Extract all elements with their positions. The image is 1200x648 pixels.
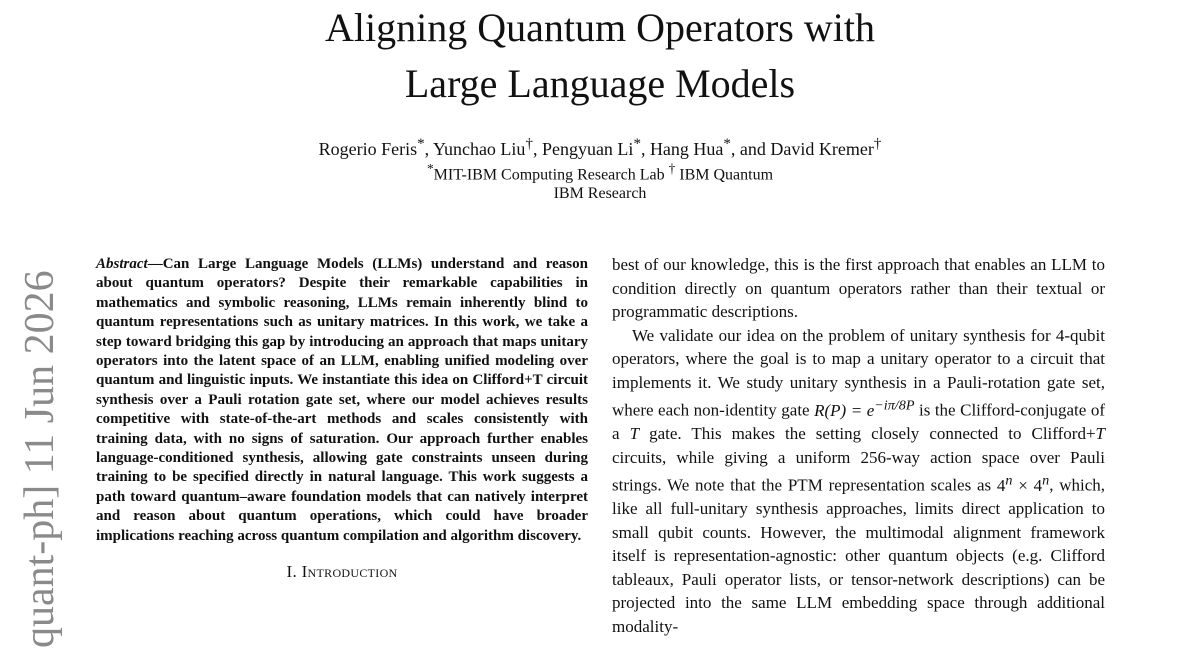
right-column <box>612 253 1105 638</box>
math-base: 4 <box>996 475 1006 495</box>
arxiv-identifier-text: quant-ph] 11 Jun 2026 <box>17 270 63 648</box>
math-exponent: −iπ/8P <box>874 397 915 413</box>
section-heading <box>96 562 588 582</box>
body-text: We validate our idea on the problem of unitary synthesis for 4-qubit operators, where the goal is to map a unitary operator to a circuit that implements it. We study unitary synthesis in a Pauli-rotation gate set, where each non-identity gate <box>612 325 1105 420</box>
author-name: Pengyuan Li <box>541 139 634 159</box>
body-text: gate. This makes the setting closely connected to Clifford+ <box>639 424 1096 444</box>
paper-title-line-2: Large Language Models <box>404 61 796 106</box>
body-text: circuits, while giving a uniform 256-way action space over Pauli strings. We note that the PTM representation scales as <box>612 447 1105 495</box>
section-number: I. <box>286 562 298 582</box>
math-base: 4 <box>1033 475 1043 495</box>
author-separator: , and <box>730 139 771 159</box>
affiliation-name: MIT-IBM Computing Research Lab <box>433 166 665 184</box>
math-symbol: T <box>629 424 640 444</box>
abstract <box>96 255 588 546</box>
math-exponent: n <box>1005 472 1013 489</box>
paper-title-line-1: Aligning Quantum Operators with <box>325 5 875 50</box>
author-separator: , <box>424 139 433 159</box>
paper-title <box>0 0 1200 112</box>
affiliation-mark: * <box>417 136 425 152</box>
abstract-dash: — <box>147 256 163 272</box>
affiliation-name: IBM Quantum <box>679 166 774 184</box>
affiliation-mark: * <box>426 161 434 176</box>
abstract-label: Abstract <box>96 256 148 272</box>
affiliation-line <box>0 183 1200 205</box>
affiliation-mark: † <box>525 136 533 152</box>
affiliation-mark: * <box>723 136 731 152</box>
section-title: Introduction <box>301 562 398 582</box>
body-paragraph <box>612 324 1105 639</box>
author-separator: , <box>640 139 650 159</box>
affiliation-mark: † <box>668 161 676 176</box>
body-paragraph: best of our knowledge, this is the first approach that enables an LLM to condition directly on quantum operators rather than their textual or programmatic descriptions. <box>612 255 1105 321</box>
author-name: Yunchao Liu <box>432 139 526 159</box>
affiliation-mark: * <box>633 136 641 152</box>
math-expression <box>814 397 915 420</box>
author-separator: , <box>532 139 542 159</box>
math-operator: × <box>1012 475 1034 495</box>
arxiv-identifier-stamp <box>0 0 80 648</box>
author-name: Rogerio Feris <box>318 139 418 159</box>
math-symbol: T <box>1095 424 1106 444</box>
body-text: is the Clifford-conjugate of a <box>612 400 1105 444</box>
author-list <box>0 132 1200 161</box>
math-expression <box>996 472 1050 495</box>
body-text: , which, like all full-unitary synthesis approaches, limits direct application to small qubit counts. However, the multimodal alignment framework itself is representation-agnostic: other quantum objects (e.g. Clifford tableaux, Pauli operator lists, or tensor-network descriptions) can be projected into the same LLM embedding space through additional modality- <box>612 475 1105 636</box>
author-name: Hang Hua <box>649 139 724 159</box>
author-name: David Kremer <box>770 139 874 159</box>
math-symbol: R(P) = e <box>814 400 875 420</box>
affiliation-name: IBM Research <box>553 185 647 202</box>
left-column <box>96 255 588 582</box>
abstract-text: Can Large Language Models (LLMs) understand and reason about quantum operators? Despite their remarkable capabilities in mathematics and symbolic reasoning, LLMs remain inherently blind to quantum representations such as unitary matrices. In this work, we take a step toward bridging this gap by introducing an approach that maps unitary operators into the latent space of an LLM, enabling unified modeling over quantum and linguistic inputs. We instantiate this idea on Clifford+T circuit synthesis over a Pauli rotation gate set, where our model achieves results competitive with state-of-the-art methods and scales consistently with training data, with no signs of saturation. Our approach further enables language-conditioned synthesis, allowing gate constraints unseen during training to be specified directly in natural language. This work suggests a path toward quantum–aware foundation models that can natively interpret and reason about quantum operations, which could have broader implications reaching across quantum compilation and algorithm discovery. <box>96 256 588 544</box>
affiliation-mark: † <box>873 136 882 152</box>
math-exponent: n <box>1042 472 1050 489</box>
